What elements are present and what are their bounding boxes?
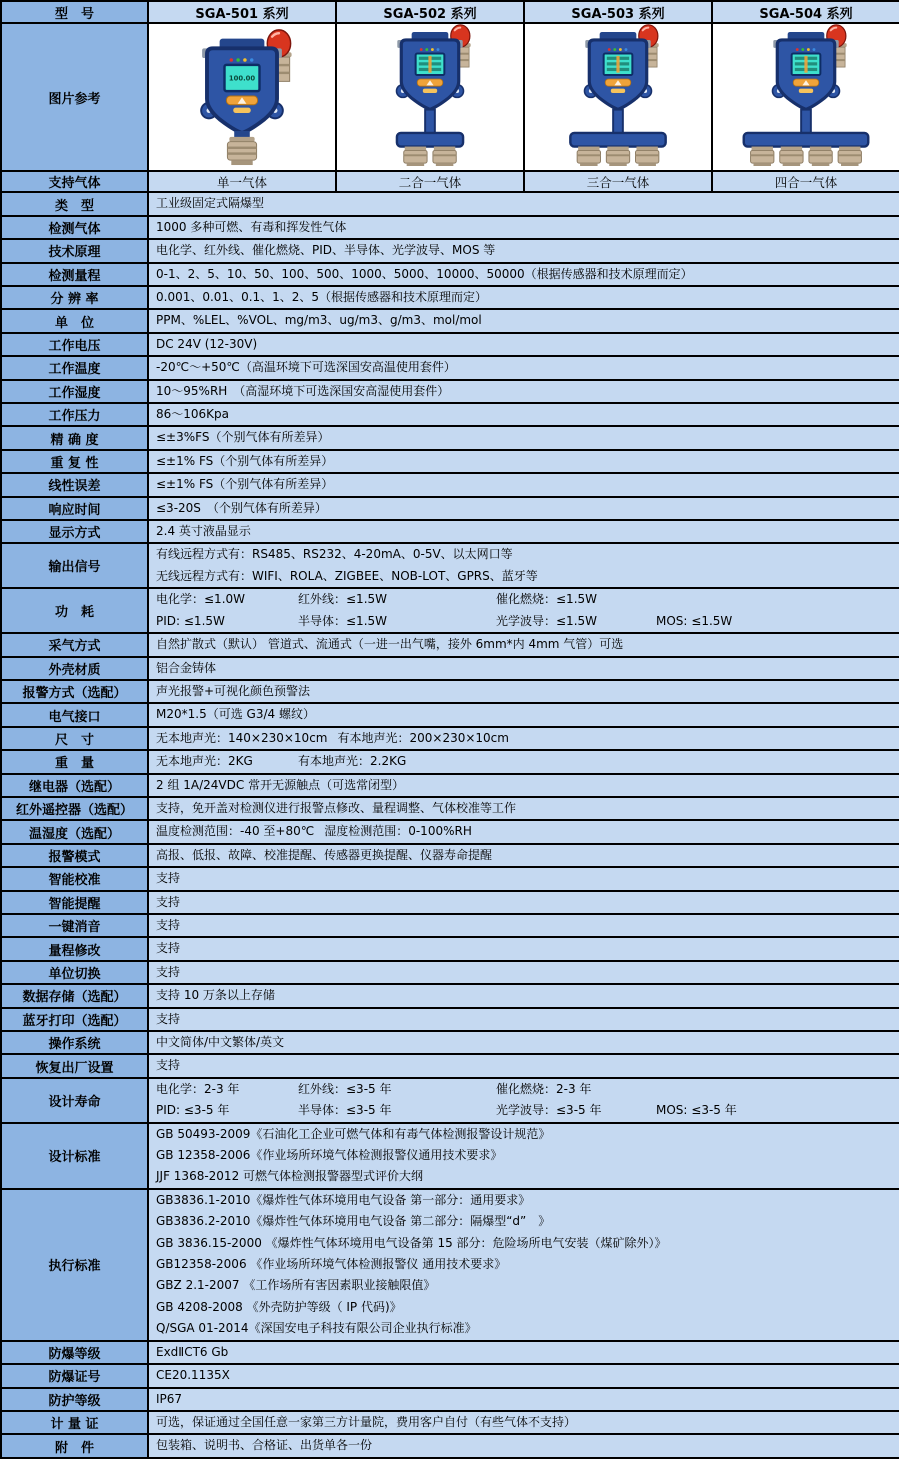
spec-value-segment: ≤±1% FS（个别气体有所差异） — [156, 477, 334, 492]
spec-value-line — [156, 1055, 895, 1076]
row-label: 红外遥控器（选配） — [1, 797, 148, 820]
spec-value-cell — [148, 333, 899, 356]
spec-value-segment: ≤±3%FS（个别气体有所差异） — [156, 430, 330, 445]
row-label: 功 耗 — [1, 588, 148, 633]
spec-row — [1, 309, 899, 332]
spec-value-line — [156, 892, 895, 913]
spec-value-segment: 无本地声光：140×230×10cm — [156, 730, 328, 745]
spec-value-line — [156, 915, 895, 936]
spec-value-line — [156, 845, 895, 866]
spec-value-line — [156, 1342, 895, 1363]
row-label: 分 辨 率 — [1, 286, 148, 309]
spec-value-cell — [148, 239, 899, 262]
sensor-probe-icon — [577, 147, 600, 166]
spec-value-segment: 光学波导：≤3-5 年 — [496, 1103, 602, 1118]
spec-value-segment: 催化燃烧：2-3 年 — [496, 1081, 592, 1096]
spec-value-line — [156, 751, 895, 772]
row-label: 精 确 度 — [1, 426, 148, 449]
row-label: 设计标准 — [1, 1123, 148, 1189]
spec-value-segment: 温度检测范围：-40 至+80℃ — [156, 824, 315, 839]
spec-value-line — [156, 658, 895, 679]
spec-value-line — [156, 287, 895, 308]
row-label: 采气方式 — [1, 633, 148, 656]
spec-value-segment: 无线远程方式有：WIFI、ROLA、ZIGBEE、NOB-LOT、GPRS、蓝牙等 — [156, 568, 538, 583]
spec-value-segment: 0.001、0.01、0.1、1、2、5（根据传感器和技术原理而定） — [156, 290, 488, 305]
spec-row — [1, 380, 899, 403]
row-label: 响应时间 — [1, 497, 148, 520]
spec-value-segment: 支持 — [156, 1011, 181, 1026]
row-label: 执行标准 — [1, 1189, 148, 1341]
row-label: 显示方式 — [1, 520, 148, 543]
spec-value-segment: 有线远程方式有：RS485、RS232、4-20mA、0-5V、以太网口等 — [156, 547, 513, 562]
row-label: 附 件 — [1, 1434, 148, 1457]
supported-gas-cell: 二合一气体 — [336, 171, 524, 192]
manifold-and-probes — [744, 110, 868, 166]
spec-value-line — [156, 681, 895, 702]
detector-body — [773, 32, 840, 109]
spec-value-segment: 有本地声光：200×230×10cm — [337, 730, 509, 745]
row-label: 报警模式 — [1, 844, 148, 867]
spec-value-cell — [148, 1031, 899, 1054]
row-label: 防爆等级 — [1, 1341, 148, 1364]
spec-value-segment: ≤3-20S （个别气体有所差异） — [156, 500, 327, 515]
svg-text:100.00: 100.00 — [228, 74, 256, 83]
spec-value-line — [156, 427, 895, 448]
row-label: 防护等级 — [1, 1388, 148, 1411]
spec-value-cell — [148, 356, 899, 379]
spec-value-segment: 支持 10 万条以上存储 — [156, 988, 275, 1003]
row-label: 智能校准 — [1, 867, 148, 890]
spec-value-line — [156, 404, 895, 425]
spec-value-line — [156, 1297, 895, 1318]
spec-value-line — [156, 962, 895, 983]
spec-row — [1, 216, 899, 239]
row-label: 恢复出厂设置 — [1, 1054, 148, 1077]
row-label: 类 型 — [1, 192, 148, 215]
spec-value-line — [156, 728, 895, 749]
spec-value-line — [156, 1389, 895, 1410]
spec-row — [1, 497, 899, 520]
spec-value-cell — [148, 380, 899, 403]
spec-row — [1, 891, 899, 914]
spec-row — [1, 333, 899, 356]
row-label: 量程修改 — [1, 937, 148, 960]
spec-value-line — [156, 566, 895, 587]
spec-value-line — [156, 704, 895, 725]
spec-value-segment: 支持 — [156, 917, 181, 932]
product-image-cell — [148, 23, 336, 171]
product-image-cell — [712, 23, 899, 171]
spec-value-cell — [148, 309, 899, 332]
spec-value-cell — [148, 1054, 899, 1077]
spec-row — [1, 1411, 899, 1434]
spec-value-cell — [148, 797, 899, 820]
spec-value-line — [156, 217, 895, 238]
spec-value-cell — [148, 286, 899, 309]
row-label: 温湿度（选配） — [1, 820, 148, 843]
spec-value-segment: GB3836.1-2010《爆炸性气体环境用电气设备 第一部分：通用要求》 — [156, 1192, 531, 1207]
spec-value-segment: 铝合金铸体 — [156, 660, 217, 675]
row-label: 电气接口 — [1, 703, 148, 726]
spec-row — [1, 520, 899, 543]
sensor-probe-icon — [780, 147, 803, 166]
spec-value-line — [156, 1318, 895, 1339]
spec-row — [1, 1123, 899, 1189]
spec-value-segment: 红外线：≤1.5W — [298, 592, 388, 607]
row-label: 重 复 性 — [1, 450, 148, 473]
row-label: 尺 寸 — [1, 727, 148, 750]
spec-value-line — [156, 474, 895, 495]
image-row — [1, 23, 899, 171]
spec-value-cell — [148, 703, 899, 726]
spec-value-segment: 半导体：≤1.5W — [298, 613, 388, 628]
row-label: 蓝牙打印（选配） — [1, 1008, 148, 1031]
spec-value-line — [156, 985, 895, 1006]
spec-value-segment: 86～106Kpa — [156, 407, 230, 422]
gas-detector-icon — [533, 24, 703, 166]
spec-value-segment: GB 4208-2008 《外壳防护等级（ IP 代码)》 — [156, 1299, 402, 1314]
spec-value-line — [156, 334, 895, 355]
spec-value-line — [156, 451, 895, 472]
spec-value-segment: 声光报警+可视化颜色预警法 — [156, 683, 311, 698]
row-label: 输出信号 — [1, 543, 148, 588]
spec-value-cell — [148, 403, 899, 426]
spec-value-cell — [148, 750, 899, 773]
spec-row — [1, 750, 899, 773]
spec-value-cell — [148, 844, 899, 867]
spec-row — [1, 1388, 899, 1411]
spec-value-segment: 无本地声光：2KG — [156, 754, 253, 769]
row-label: 单 位 — [1, 309, 148, 332]
row-label: 工作压力 — [1, 403, 148, 426]
spec-row — [1, 239, 899, 262]
spec-value-line — [156, 240, 895, 261]
spec-value-line — [156, 498, 895, 519]
spec-row — [1, 286, 899, 309]
spec-row — [1, 1341, 899, 1364]
spec-value-cell — [148, 891, 899, 914]
spec-value-segment: 催化燃烧：≤1.5W — [496, 592, 598, 607]
spec-value-segment: 电化学、红外线、催化燃烧、PID、半导体、光学波导、MOS 等 — [156, 243, 496, 258]
spec-value-segment: 支持 — [156, 894, 181, 909]
row-label: 线性误差 — [1, 473, 148, 496]
spec-value-cell — [148, 867, 899, 890]
spec-value-line — [156, 357, 895, 378]
spec-row — [1, 192, 899, 215]
spec-value-segment: ExdⅡCT6 Gb — [156, 1344, 229, 1359]
spec-value-line — [156, 521, 895, 542]
spec-value-segment: GB 50493-2009《石油化工企业可燃气体和有毒气体检测报警设计规范》 — [156, 1126, 551, 1141]
gas-detector-icon — [721, 24, 891, 166]
detector-body — [201, 39, 283, 133]
spec-value-line — [156, 775, 895, 796]
spec-value-segment: -20℃～+50℃（高温环境下可选深国安高温使用套件） — [156, 360, 456, 375]
spec-row — [1, 1434, 899, 1457]
spec-value-segment: 红外线：≤3-5 年 — [298, 1081, 392, 1096]
spec-value-line — [156, 264, 895, 285]
spec-value-segment: 1000 多种可燃、有毒和挥发性气体 — [156, 219, 347, 234]
detector-body — [397, 32, 464, 109]
spec-value-cell — [148, 937, 899, 960]
spec-row — [1, 797, 899, 820]
spec-value-line — [156, 1100, 895, 1121]
spec-value-cell — [148, 216, 899, 239]
spec-row — [1, 450, 899, 473]
spec-value-segment: GBZ 2.1-2007 《工作场所有害因素职业接触限值》 — [156, 1278, 436, 1293]
gas-detector-icon — [157, 24, 327, 166]
model-column-header: SGA-502 系列 — [336, 1, 524, 23]
sensor-probe-icon — [636, 147, 659, 166]
spec-value-segment: 10～95%RH （高湿环境下可选深国安高湿使用套件） — [156, 383, 450, 398]
spec-value-segment: GB12358-2006 《作业场所环境气体检测报警仪 通用技术要求》 — [156, 1257, 507, 1272]
spec-value-cell — [148, 774, 899, 797]
model-column-header: SGA-504 系列 — [712, 1, 899, 23]
spec-value-line — [156, 1009, 895, 1030]
spec-value-line — [156, 1032, 895, 1053]
spec-value-line — [156, 798, 895, 819]
supported-gas-cell: 三合一气体 — [524, 171, 712, 192]
spec-value-segment: 支持 — [156, 964, 181, 979]
supported-gas-row — [1, 171, 899, 192]
spec-row — [1, 844, 899, 867]
spec-value-line — [156, 821, 895, 842]
spec-value-line — [156, 589, 895, 610]
spec-value-segment: GB3836.2-2010《爆炸性气体环境用电气设备 第二部分：隔爆型“d” 》 — [156, 1214, 551, 1229]
spec-value-cell — [148, 192, 899, 215]
spec-row — [1, 1189, 899, 1341]
spec-value-line — [156, 1435, 895, 1456]
product-image-cell — [524, 23, 712, 171]
spec-value-segment: 电化学：2-3 年 — [156, 1081, 240, 1096]
spec-value-segment: 支持，免开盖对检测仪进行报警点修改、量程调整、气体校准等工作 — [156, 800, 517, 815]
spec-value-segment: CE20.1135X — [156, 1368, 230, 1383]
spec-value-segment: 自然扩散式（默认） 管道式、流通式（一进一出气嘴，接外 6mm*内 4mm 气管）可选 — [156, 637, 624, 652]
spec-row — [1, 680, 899, 703]
sensor-probe-icon — [838, 147, 861, 166]
spec-row — [1, 914, 899, 937]
spec-value-line — [156, 1166, 895, 1187]
row-label: 操作系统 — [1, 1031, 148, 1054]
spec-value-segment: GB 12358-2006《作业场所环境气体检测报警仪通用技术要求》 — [156, 1148, 503, 1163]
spec-value-cell — [148, 1434, 899, 1457]
detector-body — [585, 32, 652, 109]
spec-value-segment: 可选，保证通过全国任意一家第三方计量院，费用客户自付（有些气体不支持） — [156, 1414, 577, 1429]
sensor-probe-icon — [227, 131, 256, 165]
spec-value-line — [156, 193, 895, 214]
spec-row — [1, 703, 899, 726]
spec-row — [1, 1364, 899, 1387]
spec-value-line — [156, 310, 895, 331]
row-label: 检测量程 — [1, 263, 148, 286]
spec-row — [1, 867, 899, 890]
spec-row — [1, 1031, 899, 1054]
sensor-probe-icon — [606, 147, 629, 166]
spec-value-cell — [148, 263, 899, 286]
manifold-and-probes — [570, 110, 665, 166]
spec-value-cell — [148, 633, 899, 656]
model-column-header: SGA-503 系列 — [524, 1, 712, 23]
row-label: 继电器（选配） — [1, 774, 148, 797]
spec-value-cell — [148, 450, 899, 473]
spec-value-line — [156, 1233, 895, 1254]
spec-row — [1, 588, 899, 633]
header-row — [1, 1, 899, 23]
spec-value-segment: 光学波导：≤1.5W — [496, 613, 598, 628]
row-label: 检测气体 — [1, 216, 148, 239]
gas-detector-icon — [345, 24, 515, 166]
spec-row — [1, 1054, 899, 1077]
spec-row — [1, 543, 899, 588]
spec-row — [1, 633, 899, 656]
spec-value-cell — [148, 680, 899, 703]
spec-value-cell — [148, 657, 899, 680]
supported-gas-cell: 四合一气体 — [712, 171, 899, 192]
row-label: 外壳材质 — [1, 657, 148, 680]
spec-value-segment: 湿度检测范围：0-100%RH — [324, 824, 472, 839]
spec-row — [1, 937, 899, 960]
spec-row — [1, 403, 899, 426]
spec-value-cell — [148, 1189, 899, 1341]
spec-value-segment: MOS: ≤3-5 年 — [656, 1103, 737, 1118]
spec-value-segment: 包装箱、说明书、合格证、出货单各一份 — [156, 1438, 373, 1453]
spec-value-segment: 中文简体/中文繁体/英文 — [156, 1035, 285, 1050]
spec-row — [1, 356, 899, 379]
spec-value-line — [156, 938, 895, 959]
spec-value-cell — [148, 473, 899, 496]
spec-row — [1, 984, 899, 1007]
spec-value-cell — [148, 961, 899, 984]
row-label: 防爆证号 — [1, 1364, 148, 1387]
spec-value-line — [156, 1412, 895, 1433]
spec-value-segment: PID: ≤3-5 年 — [156, 1103, 230, 1118]
spec-row — [1, 426, 899, 449]
spec-value-segment: 有本地声光：2.2KG — [298, 754, 407, 769]
row-label: 单位切换 — [1, 961, 148, 984]
spec-value-cell — [148, 497, 899, 520]
row-label: 工作电压 — [1, 333, 148, 356]
spec-value-segment: 2.4 英寸液晶显示 — [156, 524, 251, 539]
sensor-probe-icon — [809, 147, 832, 166]
spec-value-cell — [148, 1078, 899, 1123]
spec-value-segment: M20*1.5（可选 G3/4 螺纹） — [156, 707, 315, 722]
spec-row — [1, 263, 899, 286]
spec-value-segment: 0-1、2、5、10、50、100、500、1000、5000、10000、50000（根据传感器和技术原理而定） — [156, 266, 693, 281]
spec-value-cell — [148, 588, 899, 633]
row-label: 数据存储（选配） — [1, 984, 148, 1007]
spec-row — [1, 774, 899, 797]
spec-value-segment: 2 组 1A/24VDC 常开无源触点（可选常闭型） — [156, 777, 405, 792]
row-label: 设计寿命 — [1, 1078, 148, 1123]
spec-value-cell — [148, 1123, 899, 1189]
spec-value-cell — [148, 543, 899, 588]
spec-value-cell — [148, 1411, 899, 1434]
spec-value-segment: IP67 — [156, 1391, 183, 1406]
spec-value-segment: 工业级固定式隔爆型 — [156, 196, 265, 211]
row-label: 工作温度 — [1, 356, 148, 379]
sensor-probe-icon — [433, 147, 456, 166]
spec-value-cell — [148, 520, 899, 543]
spec-value-cell — [148, 1388, 899, 1411]
spec-value-segment: PPM、%LEL、%VOL、mg/m3、ug/m3、g/m3、mol/mol — [156, 313, 482, 328]
row-label: 计 量 证 — [1, 1411, 148, 1434]
spec-value-line — [156, 1145, 895, 1166]
spec-value-line — [156, 1211, 895, 1232]
spec-value-segment: MOS: ≤1.5W — [656, 613, 733, 628]
row-label-model: 型 号 — [1, 1, 148, 23]
spec-value-segment: 支持 — [156, 871, 181, 886]
row-label: 重 量 — [1, 750, 148, 773]
spec-value-segment: Q/SGA 01-2014《深国安电子科技有限公司企业执行标准》 — [156, 1321, 477, 1336]
spec-value-segment: 高报、低报、故障、校准提醒、传感器更换提醒、仪器寿命提醒 — [156, 847, 493, 862]
spec-value-segment: JJF 1368-2012 可燃气体检测报警器型式评价大纲 — [156, 1169, 424, 1184]
spec-value-segment: 电化学：≤1.0W — [156, 592, 246, 607]
row-label-image: 图片参考 — [1, 23, 148, 171]
spec-value-line — [156, 1079, 895, 1100]
spec-value-line — [156, 1365, 895, 1386]
manifold-and-probes — [397, 110, 463, 166]
spec-value-segment: 支持 — [156, 1058, 181, 1073]
spec-value-cell — [148, 1364, 899, 1387]
row-label: 报警方式（选配） — [1, 680, 148, 703]
product-image-cell — [336, 23, 524, 171]
row-label-gas: 支持气体 — [1, 171, 148, 192]
spec-value-line — [156, 1254, 895, 1275]
spec-value-line — [156, 381, 895, 402]
spec-value-cell — [148, 820, 899, 843]
spec-value-line — [156, 611, 895, 632]
spec-value-cell — [148, 1341, 899, 1364]
spec-value-cell — [148, 426, 899, 449]
model-column-header: SGA-501 系列 — [148, 1, 336, 23]
spec-value-cell — [148, 727, 899, 750]
sensor-probe-icon — [404, 147, 427, 166]
row-label: 技术原理 — [1, 239, 148, 262]
spec-value-segment: 支持 — [156, 941, 181, 956]
spec-value-cell — [148, 1008, 899, 1031]
spec-row — [1, 473, 899, 496]
spec-value-segment: ≤±1% FS（个别气体有所差异） — [156, 453, 334, 468]
spec-value-segment: PID: ≤1.5W — [156, 613, 225, 628]
spec-value-line — [156, 634, 895, 655]
spec-value-cell — [148, 984, 899, 1007]
spec-value-line — [156, 544, 895, 565]
spec-value-line — [156, 1124, 895, 1145]
spec-value-segment: GB 3836.15-2000 《爆炸性气体环境用电气设备第 15 部分：危险场所电气安装（煤矿除外）》 — [156, 1235, 667, 1250]
spec-table-body — [1, 1, 899, 1458]
spec-value-cell — [148, 914, 899, 937]
spec-value-line — [156, 868, 895, 889]
spec-row — [1, 657, 899, 680]
row-label: 一键消音 — [1, 914, 148, 937]
spec-row — [1, 1008, 899, 1031]
supported-gas-cell: 单一气体 — [148, 171, 336, 192]
spec-value-segment: DC 24V (12-30V) — [156, 336, 258, 351]
row-label: 工作湿度 — [1, 380, 148, 403]
spec-row — [1, 1078, 899, 1123]
spec-row — [1, 961, 899, 984]
spec-value-line — [156, 1190, 895, 1211]
spec-value-line — [156, 1275, 895, 1296]
row-label: 智能提醒 — [1, 891, 148, 914]
sensor-probe-icon — [751, 147, 774, 166]
spec-value-segment: 半导体：≤3-5 年 — [298, 1103, 392, 1118]
spec-row — [1, 820, 899, 843]
spec-row — [1, 727, 899, 750]
